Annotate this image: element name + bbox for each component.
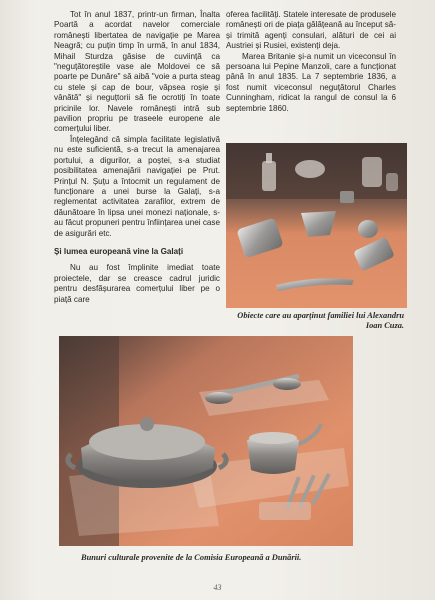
- left-text-column: [54, 10, 220, 305]
- photo-danube-commission-drawing: [59, 336, 353, 546]
- section-heading: Și lumea europeană vine la Galați: [54, 246, 184, 256]
- right-text-column: [226, 10, 396, 114]
- photo-danube-commission-objects: [59, 336, 353, 546]
- page-number: 43: [213, 583, 222, 592]
- photo-cuza-objects: [226, 143, 407, 308]
- right-paragraph-2: Marea Britanie și-a numit un viceconsul în persoana lui Pepine Manzoli, care a funcționat până în anul 1835. La 7 septembrie 1836, a fost numit viceconsul neguțătorul Charles Cunningham, ridicat la rangul de consul la 6 septembrie 1860.: [226, 51, 396, 113]
- photo-cuza-objects-drawing: [226, 143, 407, 308]
- left-paragraph-1: Tot în anul 1837, printr-un firman, Înalta Poartă a acordat navelor comerciale românești libertatea de navigație pe Marea Neagră; cu puțin timp în urmă, în anul 1834, Mihail Sturdza găsise de cuviință ca "neguțătoreștile vase ale Moldovei ce să poarte pe Dunăre" să aibă "voie a purta steag cu stele și cap de bour, văpsea roșie și vânătă" și neguțtorii să fie ocrotiți în toate pricinile lor. Navele românești intră sub pavilion propriu pe traseele europene ale comerțului liber.: [54, 10, 220, 134]
- left-paragraph-3: Nu au fost împlinite imediat toate proiectele, dar se creasce cadrul juridic pentru desfășurarea comerțului liber pe o piață care: [54, 263, 220, 304]
- right-paragraph-1: oferea facilități. Statele interesate de produsele românești ori de piața gălățeană au început să-și trimită agenți consulari, alături de cei ai Austriei și Rusiei, existenți deja.: [226, 10, 396, 51]
- photo-2-caption: Bunuri culturale provenite de la Comisia Europeană a Dunării.: [81, 553, 302, 562]
- left-paragraph-2: Înțelegând că simpla facilitate legislativă nu este suficientă, s-a trecut la amenajarea portului, a digurilor, a poștei, s-a studiat posibilitatea amenajării navigației pe Prut. Prințul N. Șuțu a întocmit un regulament de funcționare a unei burse la Galați, s-a reglementat activitatea zarafilor, extrem de dăunătoare în lipsa unei monezi naționale, s-au făcut propuneri pentru înființarea unei case de asigurări etc.: [54, 134, 220, 238]
- photo-1-caption: Obiecte care au aparținut familiei lui Alexandru Ioan Cuza.: [237, 311, 404, 330]
